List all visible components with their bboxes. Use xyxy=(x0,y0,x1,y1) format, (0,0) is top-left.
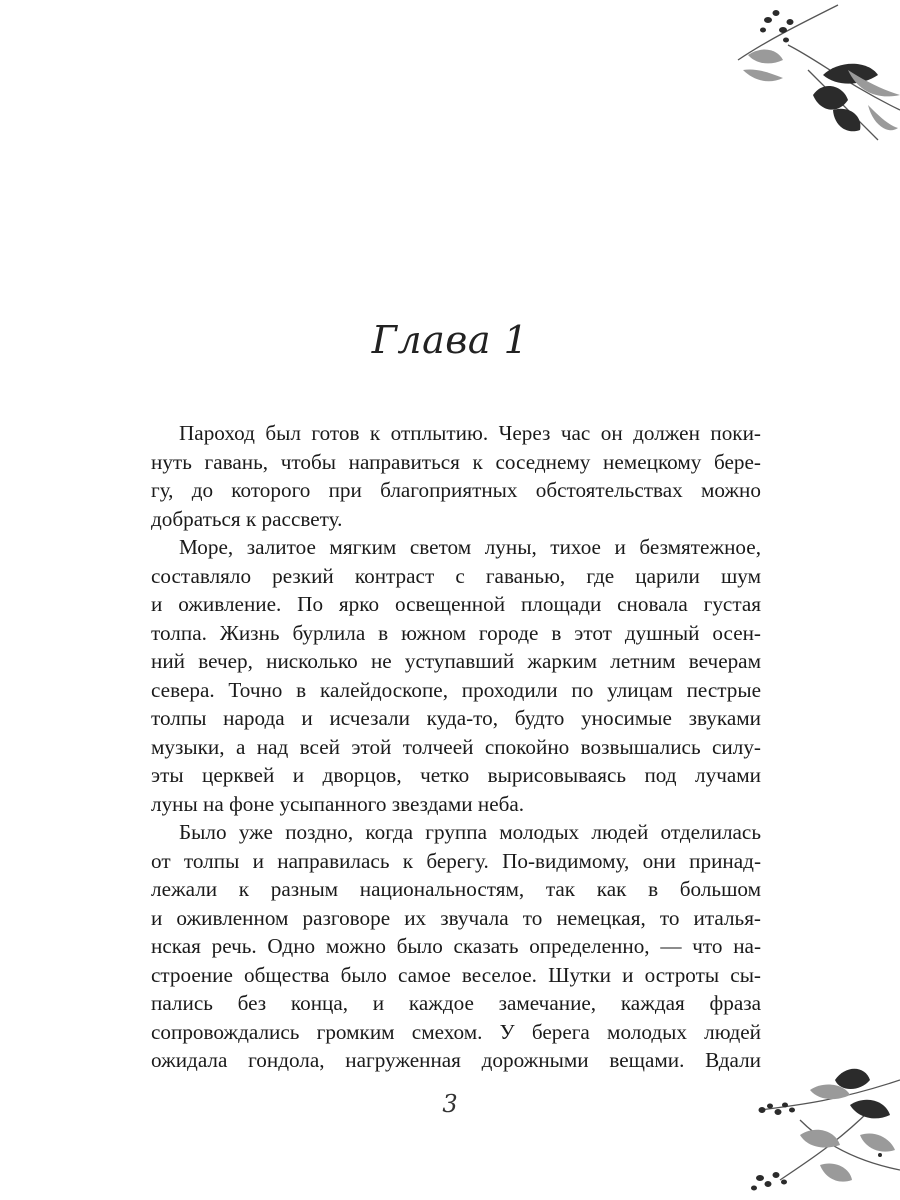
chapter-title: Глава 1 xyxy=(371,318,529,362)
text-line: строение общества было самое веселое. Шутки и остроты сы- xyxy=(151,962,761,987)
text-line: луны на фоне усыпанного звездами неба. xyxy=(151,791,525,816)
text-line: эты церквей и дворцов, четко вырисовываясь под лучами xyxy=(151,763,761,787)
text-line: толпы народа и исчезали куда-то, будто уносимые звуками xyxy=(151,706,761,730)
text-line: и оживленном разговоре их звучала то немецкая, то италья- xyxy=(151,905,761,930)
paragraph-3 xyxy=(151,818,761,1075)
text-line: толпа. Жизнь бурлила в южном городе в этот душный осен- xyxy=(151,620,761,645)
paragraph-2 xyxy=(151,533,761,818)
text-line: нская речь. Одно можно было сказать определенно, — что на- xyxy=(151,934,761,958)
text-line: лежали к разным национальностям, так как в большом xyxy=(151,877,761,901)
text-line: ний вечер, нисколько не уступавший жарким летним вечерам xyxy=(151,649,761,673)
page-number: 3 xyxy=(442,1090,458,1118)
text-line: сопровождались громким смехом. У берега молодых людей xyxy=(151,1019,761,1044)
text-line: Море, залитое мягким светом луны, тихое и безмятежное, xyxy=(179,535,761,559)
text-line: Было уже поздно, когда группа молодых людей отделилась xyxy=(179,820,761,844)
text-line: составляло резкий контраст с гаванью, где царили шум xyxy=(151,563,761,588)
text-line: и оживление. По ярко освещенной площади сновала густая xyxy=(151,592,761,616)
text-line: пались без конца, и каждое замечание, каждая фраза xyxy=(151,991,761,1015)
text-line: нуть гавань, чтобы направиться к соседнему немецкому бере- xyxy=(151,449,761,474)
text-line: гу, до которого при благоприятных обстоятельствах можно xyxy=(151,478,761,502)
text-line: Пароход был готов к отплытию. Через час он должен поки- xyxy=(179,421,761,445)
paragraph-1 xyxy=(151,419,761,533)
text-line: добраться к рассвету. xyxy=(151,506,343,531)
floral-branch-bottom-icon xyxy=(740,1060,900,1200)
text-line: севера. Точно в калейдоскопе, проходили по улицам пестрые xyxy=(151,677,761,702)
chapter-body xyxy=(151,419,761,1075)
floral-branch-top-icon xyxy=(728,0,900,150)
text-line: музыки, а над всей этой толчеей спокойно возвышались силу- xyxy=(151,734,761,759)
text-line: ожидала гондола, нагруженная дорожными вещами. Вдали xyxy=(151,1048,761,1072)
text-line: от толпы и направилась к берегу. По-видимому, они принад- xyxy=(151,848,761,873)
